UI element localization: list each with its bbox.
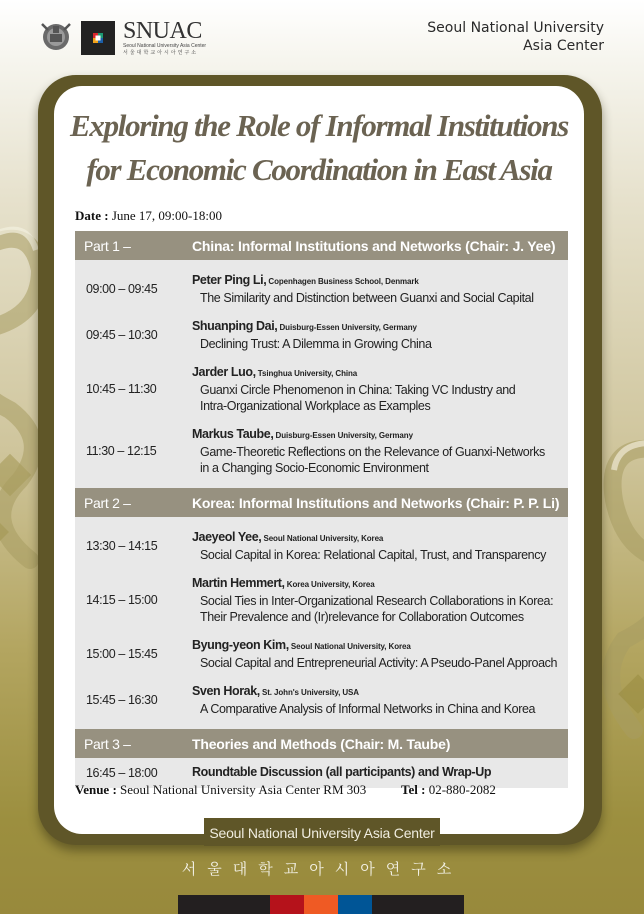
talk-time: 16:45 – 18:00: [86, 766, 158, 780]
organization-name-line2: Asia Center: [523, 38, 604, 54]
speaker-affiliation: Seoul National University, Korea: [261, 534, 384, 543]
speaker-affiliation: Duisburg-Essen University, Germany: [277, 323, 417, 332]
talk-time: 13:30 – 14:15: [86, 539, 158, 553]
talk-time: 15:45 – 16:30: [86, 693, 158, 707]
event-title: [54, 104, 584, 192]
speaker-name: Peter Ping Li,: [192, 273, 267, 287]
brand-color-bar: [178, 895, 464, 914]
talk-title-line: Declining Trust: A Dilemma in Growing China: [200, 337, 432, 351]
talk-time: 11:30 – 12:15: [86, 444, 157, 458]
speaker-affiliation: St. John's University, USA: [259, 688, 359, 697]
talk-title-line: Their Prevalence and (Ir)relevance for Collaboration Outcomes: [200, 610, 524, 624]
talk-info: [192, 426, 568, 476]
speaker-affiliation: Copenhagen Business School, Denmark: [266, 277, 419, 286]
talk-info: [192, 272, 568, 306]
venue-value: Seoul National University Asia Center RM 303: [116, 782, 367, 797]
talk-row: [75, 631, 568, 677]
part-label: Part 1 –: [84, 237, 131, 254]
korean-organization-name: 서울대학교아시아연구소: [181, 860, 463, 878]
date-label: Date :: [75, 208, 109, 223]
talk-row: [75, 677, 568, 723]
part-title: China: Informal Institutions and Networks (Chair: J. Yee): [192, 237, 556, 254]
speaker-name: Jaeyeol Yee,: [192, 530, 262, 544]
talk-time: 14:15 – 15:00: [86, 593, 158, 607]
speaker-name: Jarder Luo,: [192, 365, 256, 379]
speaker-name: Martin Hemmert,: [192, 576, 285, 590]
talk-title-line: Guanxi Circle Phenomenon in China: Taking VC Industry and: [200, 383, 516, 397]
speaker-affiliation: Tsinghua University, China: [255, 369, 358, 378]
talk-row: [75, 569, 568, 631]
speaker-affiliation: Seoul National University, Korea: [288, 642, 411, 651]
speaker-name: Byung-yeon Kim,: [192, 638, 289, 652]
logo-color-square-icon: [93, 33, 103, 43]
tel-label: Tel :: [401, 782, 426, 797]
event-title-line2: for Economic Coordination in East Asia: [86, 152, 552, 187]
organization-name: [427, 19, 604, 55]
talk-title-line: A Comparative Analysis of Informal Networks in China and Korea: [200, 702, 536, 716]
talk-time: 15:00 – 15:45: [86, 647, 158, 661]
part-header-row: [75, 231, 568, 260]
part-label: Part 2 –: [84, 494, 131, 511]
snu-emblem-icon: [40, 20, 72, 54]
tel-value: 02-880-2082: [425, 782, 496, 797]
talk-time: 10:45 – 11:30: [86, 382, 157, 396]
header: [0, 0, 644, 70]
colorbar-blue: [338, 895, 372, 914]
talk-title-line: Social Ties in Inter-Organizational Research Collaborations in Korea:: [200, 594, 554, 608]
snuac-logo-mark: [81, 21, 115, 55]
talk-row: [75, 312, 568, 358]
organization-name-line1: Seoul National University: [427, 20, 604, 36]
part-header-row: [75, 729, 568, 758]
logo-subtitle-english: Seoul National University Asia Center: [123, 43, 207, 49]
part-title: Korea: Informal Institutions and Networks (Chair: P. P. Li): [192, 494, 560, 511]
schedule-table: [75, 231, 568, 788]
speaker-name: Sven Horak,: [192, 684, 260, 698]
tel-info: [401, 782, 496, 798]
colorbar-red: [270, 895, 304, 914]
talk-title-line: Social Capital in Korea: Relational Capital, Trust, and Transparency: [200, 548, 546, 562]
talk-info: [192, 575, 568, 625]
talk-info: [192, 318, 568, 352]
colorbar-black-right: [372, 895, 464, 914]
event-title-line1: Exploring the Role of Informal Institutions: [70, 108, 568, 143]
talk-time: 09:45 – 10:30: [86, 328, 158, 342]
talk-time: 09:00 – 09:45: [86, 282, 158, 296]
event-date: [75, 208, 222, 224]
talk-title-line: Game-Theoretic Reflections on the Relevance of Guanxi-Networks: [200, 445, 545, 459]
talk-info: [192, 764, 568, 782]
speaker-affiliation: Duisburg-Essen University, Germany: [273, 431, 413, 440]
speaker-name: Markus Taube,: [192, 427, 274, 441]
talk-title-line: The Similarity and Distinction between Guanxi and Social Capital: [200, 291, 534, 305]
logo-wordmark: SNUAC: [123, 18, 202, 44]
colorbar-orange: [304, 895, 338, 914]
venue-info: [75, 782, 366, 798]
logo-subtitle-korean: 서울대학교아시아연구소: [123, 50, 199, 56]
talk-info: [192, 683, 568, 717]
talk-title-line: Social Capital and Entrepreneurial Activity: A Pseudo-Panel Approach: [200, 656, 558, 670]
bottom-organization-tab: Seoul National University Asia Center: [204, 818, 440, 846]
venue-label: Venue :: [75, 782, 117, 797]
talk-info: [192, 637, 568, 671]
speaker-name: Roundtable Discussion (all participants) and Wrap-Up: [192, 765, 492, 779]
session-block: [75, 260, 568, 488]
part-label: Part 3 –: [84, 735, 131, 752]
part-title: Theories and Methods (Chair: M. Taube): [192, 735, 451, 752]
talk-row: [75, 266, 568, 312]
session-block: [75, 517, 568, 729]
part-header-row: [75, 488, 568, 517]
talk-title-line: in a Changing Socio-Economic Environment: [200, 461, 429, 475]
talk-row: [75, 420, 568, 482]
talk-title-line: Intra-Organizational Workplace as Examples: [200, 399, 431, 413]
talk-row: [75, 523, 568, 569]
talk-row: [75, 358, 568, 420]
talk-info: [192, 364, 568, 414]
talk-info: [192, 529, 568, 563]
speaker-name: Shuanping Dai,: [192, 319, 278, 333]
date-value: June 17, 09:00-18:00: [108, 208, 222, 223]
colorbar-black-left: [178, 895, 270, 914]
speaker-affiliation: Korea University, Korea: [284, 580, 375, 589]
